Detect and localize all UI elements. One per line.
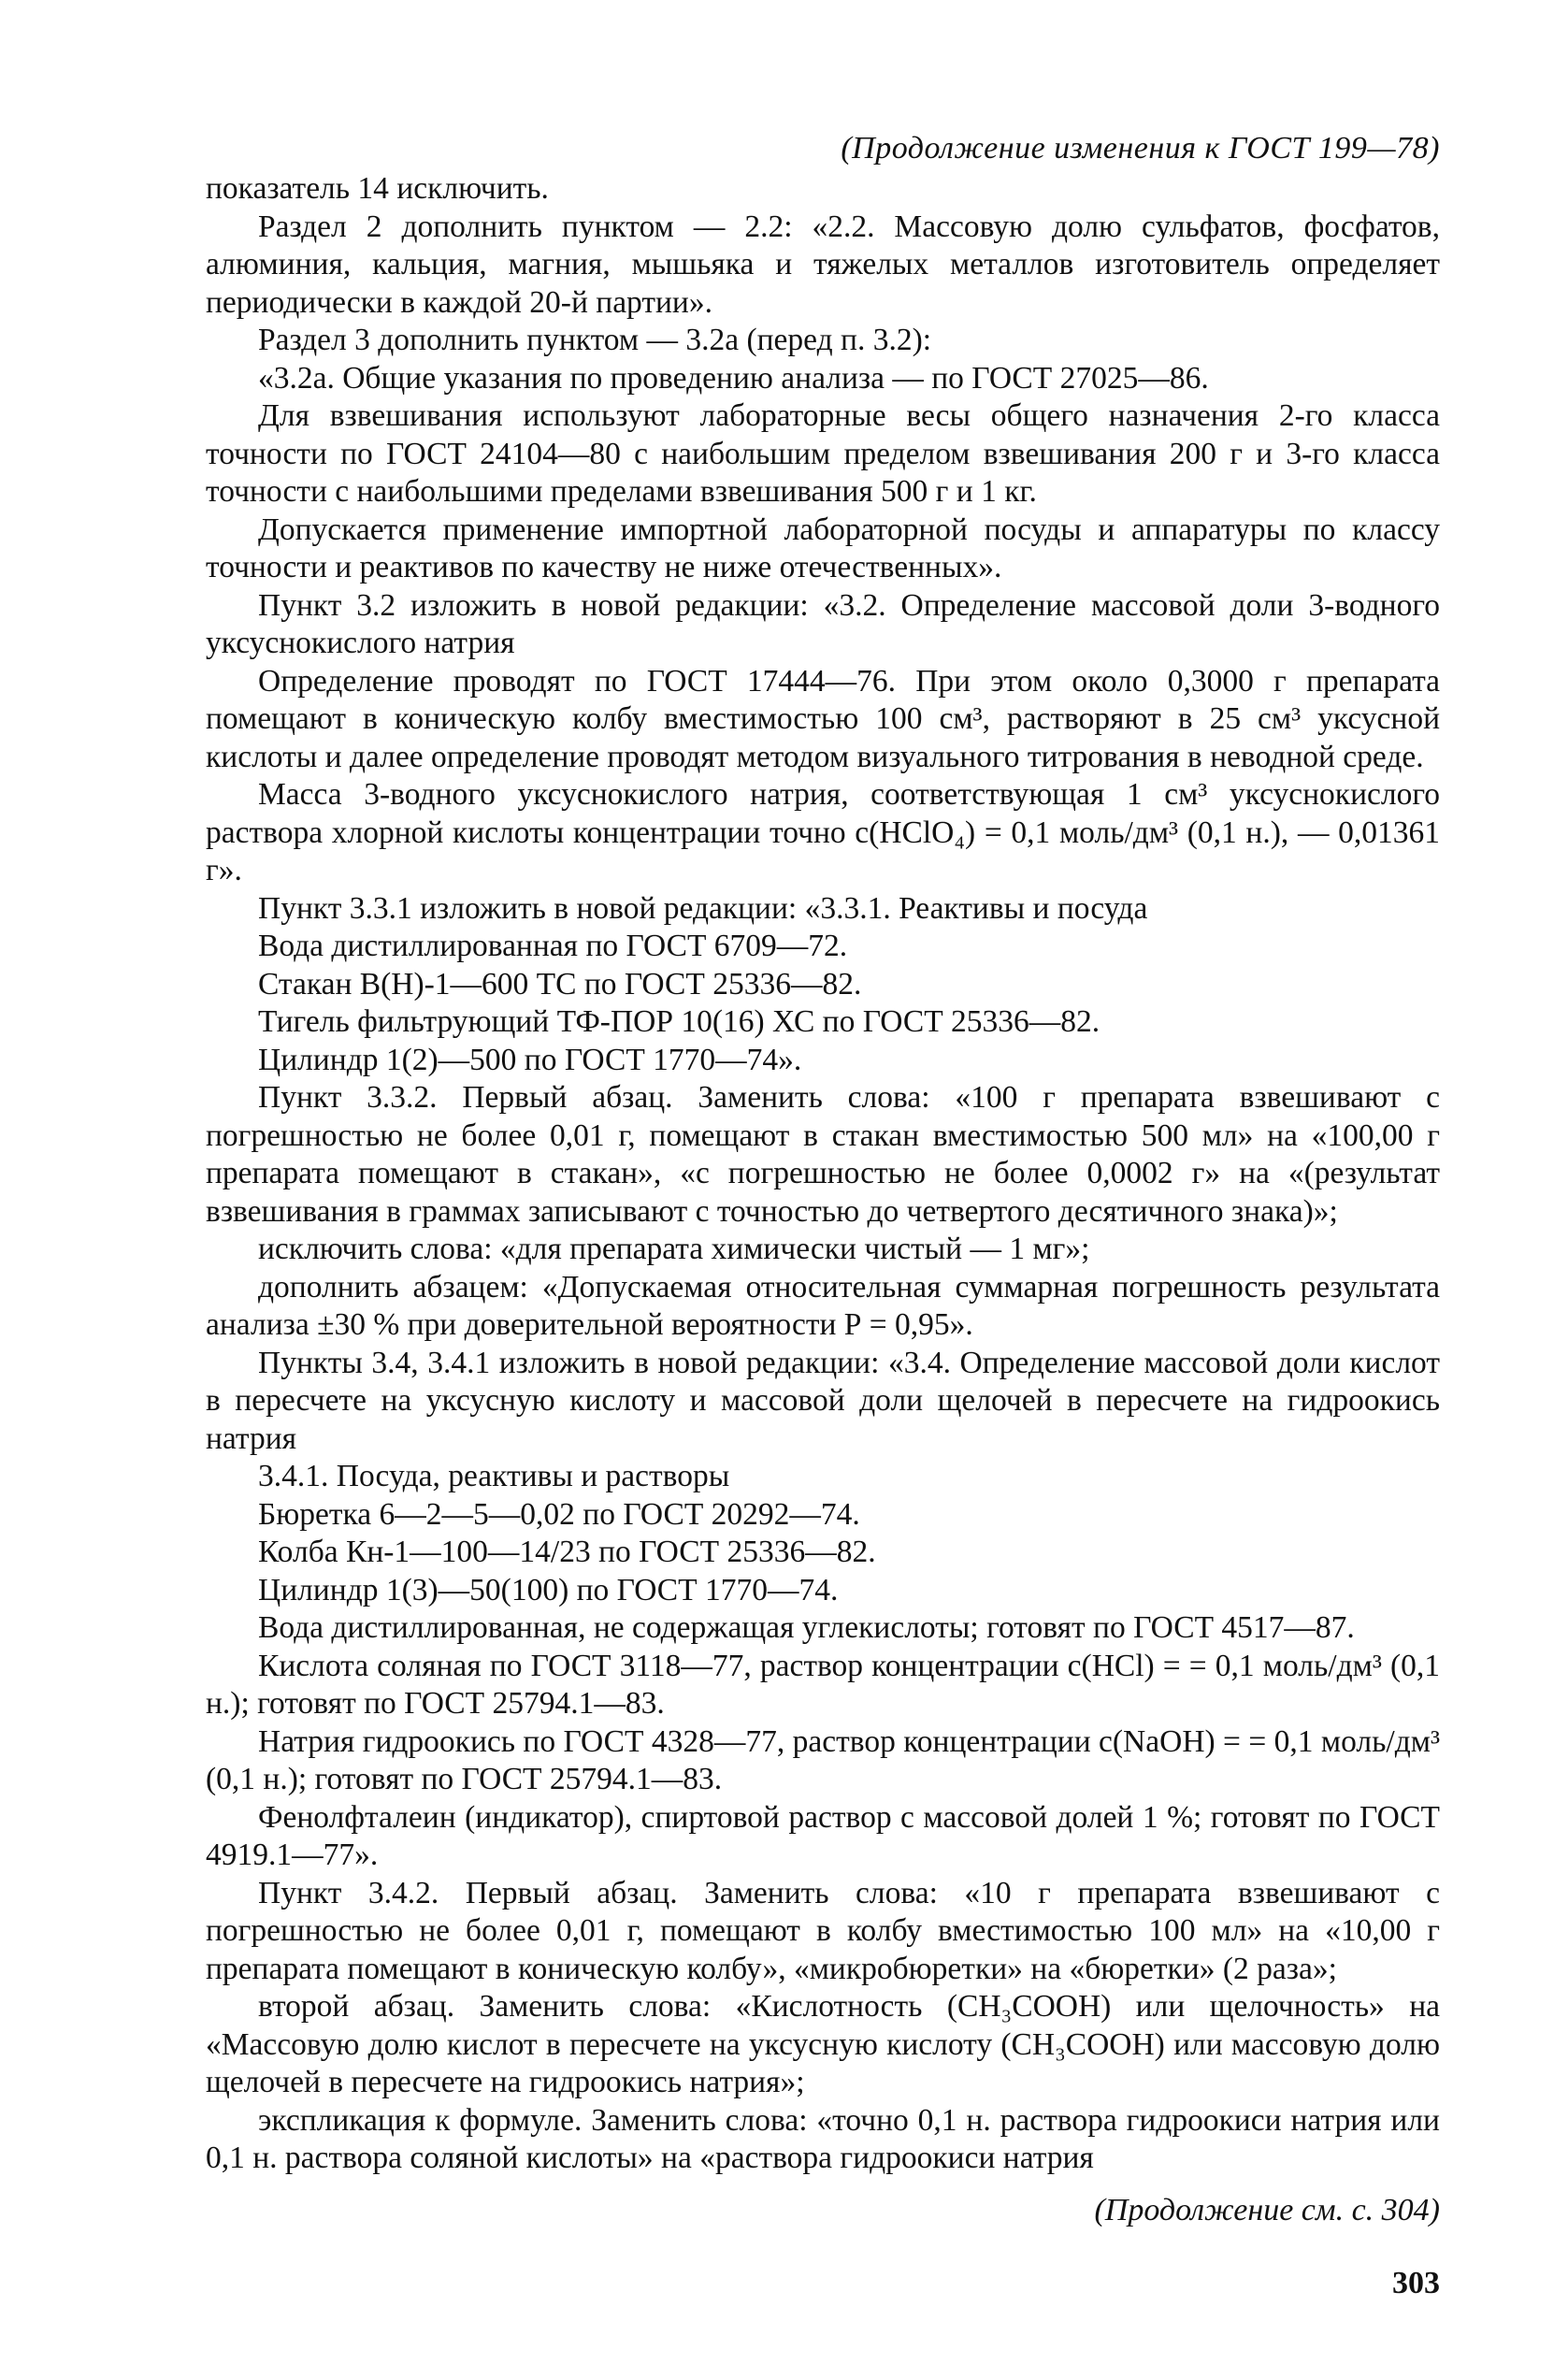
paragraph: Пункт 3.2 изложить в новой редакции: «3.2. Определение массовой доли 3-водного уксуснокислого натрия	[206, 587, 1440, 660]
paragraph: Цилиндр 1(2)—500 по ГОСТ 1770—74».	[258, 1042, 802, 1077]
paragraph: Масса 3-водного уксуснокислого натрия, соответствующая 1 см³ уксуснокислого раствора хлорной кислоты концентрации точно с(HClO₄) = 0,1 моль/дм³ (0,1 н.), — 0,01361 г».	[206, 777, 1440, 887]
paragraph: Пункт 3.3.2. Первый абзац. Заменить слова: «100 г препарата взвешивают с погрешностью не более 0,01 г, помещают в стакан вместимостью 500 мл» на «100,00 г препарата помещают в стакан», «с погрешностью не более 0,0002 г» на «(результат взвешивания в граммах записывают с точностью до четвертого десятичного знака)»;	[206, 1080, 1440, 1229]
paragraph: Тигель фильтрующий ТФ-ПОР 10(16) ХС по ГОСТ 25336—82.	[258, 1004, 1100, 1039]
paragraph: «3.2а. Общие указания по проведению анализа — по ГОСТ 27025—86.	[258, 360, 1209, 396]
paragraph: 3.4.1. Посуда, реактивы и растворы	[258, 1459, 730, 1493]
paragraph: Пункт 3.3.1 изложить в новой редакции: «3.3.1. Реактивы и посуда	[258, 890, 1148, 926]
document-page	[206, 131, 1440, 2301]
paragraph: второй абзац. Заменить слова: «Кислотность (CH₃COOH) или щелочность» на «Массовую долю кислот в пересчете на уксусную кислоту (CH₃COOH) или массовую долю щелочей в пересчете на гидроокись натрия»;	[206, 1989, 1440, 2099]
paragraph: Колба Кн-1—100—14/23 по ГОСТ 25336—82.	[258, 1535, 876, 1569]
paragraph: Кислота соляная по ГОСТ 3118—77, раствор концентрации с(HCl) = = 0,1 моль/дм³ (0,1 н.); готовят по ГОСТ 25794.1—83.	[206, 1648, 1440, 1721]
paragraph: Определение проводят по ГОСТ 17444—76. При этом около 0,3000 г препарата помещают в коническую колбу вместимостью 100 см³, растворяют в 25 см³ уксусной кислоты и далее определение проводят методом визуального титрования в неводной среде.	[206, 663, 1440, 774]
paragraph: Бюретка 6—2—5—0,02 по ГОСТ 20292—74.	[258, 1496, 860, 1532]
paragraph: Цилиндр 1(3)—50(100) по ГОСТ 1770—74.	[258, 1572, 839, 1607]
paragraph: Раздел 3 дополнить пунктом — 3.2а (перед п. 3.2):	[258, 323, 932, 357]
paragraph: экспликация к формуле. Заменить слова: «точно 0,1 н. раствора гидроокиси натрия или 0,1 н. раствора соляной кислоты» на «раствора гидроокиси натрия	[206, 2102, 1440, 2175]
paragraph: дополнить абзацем: «Допускаемая относительная суммарная погрешность результата анализа ±30 % при доверительной вероятности Р = 0,95».	[206, 1269, 1440, 1342]
running-header: (Продолжение изменения к ГОСТ 199—78)	[841, 131, 1440, 166]
continuation-note: (Продолжение см. с. 304)	[1094, 2192, 1440, 2227]
paragraph: Раздел 2 дополнить пунктом — 2.2: «2.2. Массовую долю сульфатов, фосфатов, алюминия, кальция, магния, мышьяка и тяжелых металлов изготовитель определяет периодически в каждой 20-й партии».	[206, 209, 1440, 320]
paragraph: показатель 14 исключить.	[206, 171, 549, 206]
paragraph: исключить слова: «для препарата химически чистый — 1 мг»;	[258, 1232, 1090, 1266]
paragraph: Пункт 3.4.2. Первый абзац. Заменить слова: «10 г препарата взвешивают с погрешностью не более 0,01 г, помещают в колбу вместимостью 100 мл» на «10,00 г препарата помещают в коническую колбу», «микробюретки» на «бюретки» (2 раза»;	[206, 1875, 1440, 1986]
paragraph: Вода дистиллированная, не содержащая углекислоты; готовят по ГОСТ 4517—87.	[258, 1610, 1355, 1645]
document-body	[206, 170, 1440, 2178]
paragraph: Допускается применение импортной лабораторной посуды и аппаратуры по классу точности и реактивов по качеству не ниже отечественных».	[206, 512, 1440, 584]
page-number: 303	[1392, 2265, 1440, 2300]
paragraph: Фенолфталеин (индикатор), спиртовой раствор с массовой долей 1 %; готовят по ГОСТ 4919.1—77».	[206, 1799, 1440, 1872]
paragraph: Натрия гидроокись по ГОСТ 4328—77, раствор концентрации с(NaOH) = = 0,1 моль/дм³ (0,1 н.); готовят по ГОСТ 25794.1—83.	[206, 1723, 1440, 1796]
paragraph: Для взвешивания используют лабораторные весы общего назначения 2-го класса точности по ГОСТ 24104—80 с наибольшим пределом взвешивания 200 г и 3-го класса точности с наибольшими пределами взвешивания 500 г и 1 кг.	[206, 398, 1440, 509]
paragraph: Стакан В(Н)-1—600 ТС по ГОСТ 25336—82.	[258, 966, 862, 1002]
paragraph: Пункты 3.4, 3.4.1 изложить в новой редакции: «3.4. Определение массовой доли кислот в пересчете на уксусную кислоту и массовой доли щелочей в пересчете на гидроокись натрия	[206, 1345, 1440, 1456]
paragraph: Вода дистиллированная по ГОСТ 6709—72.	[258, 929, 848, 963]
